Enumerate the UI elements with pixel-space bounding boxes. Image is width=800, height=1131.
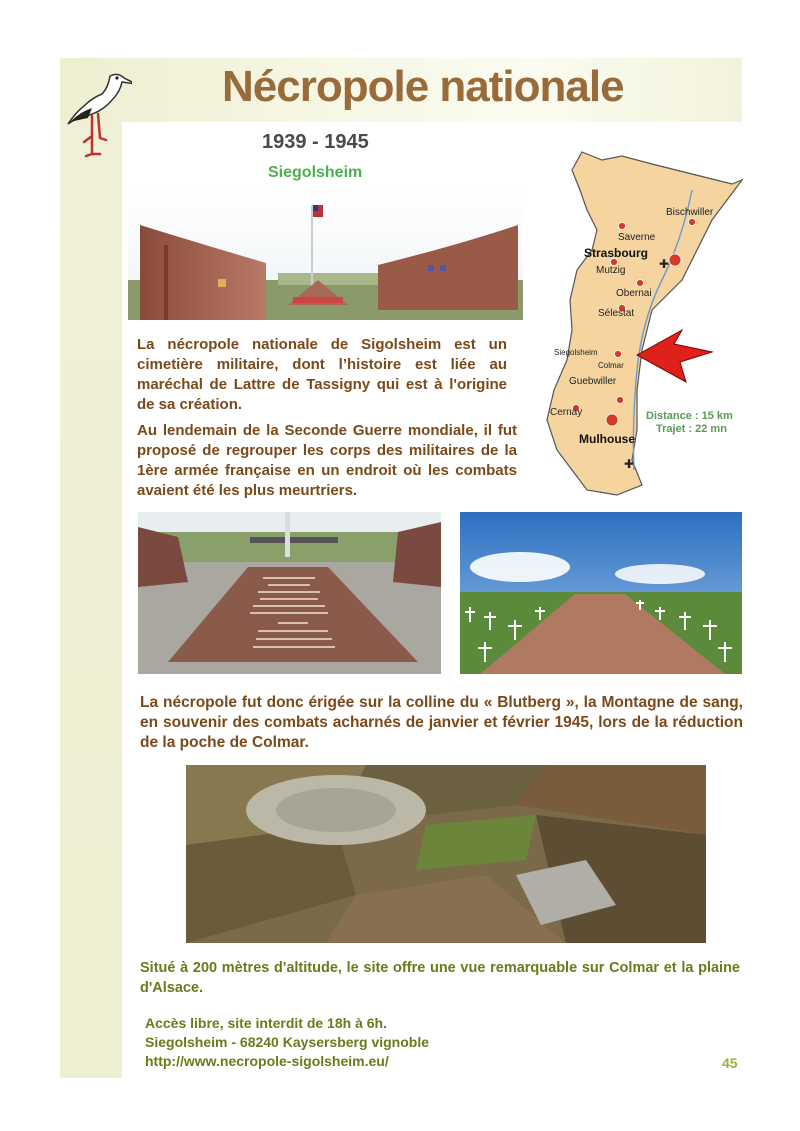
svg-text:✚: ✚ [659, 257, 670, 271]
paragraph-blutberg: La nécropole fut donc érigée sur la colline du « Blutberg », la Montagne de sang, en souvenir des combats acharnés de janvier et février 1945, lors de la réduction de la poche de Colmar. [140, 694, 743, 751]
paragraph-origin: Au lendemain de la Seconde Guerre mondiale, il fut proposé de regrouper les corps des militaires de la 1ère armée française en un endroit où les combats avaient été les plus meurtriers. [137, 422, 517, 499]
map-label-colmar: Colmar [598, 361, 624, 370]
map-label-mulhouse: Mulhouse [579, 432, 635, 446]
map-label-saverne: Saverne [618, 232, 656, 243]
map-label-obernai: Obernai [616, 288, 652, 299]
years-heading: 1939 - 1945 [262, 131, 369, 153]
aerial-photo [186, 765, 706, 943]
page-title: Nécropole nationale [222, 62, 624, 111]
page-number: 45 [722, 1055, 738, 1071]
map-travel-time: Trajet : 22 mn [656, 423, 727, 435]
map-label-siegolsheim: Siegolsheim [554, 348, 598, 357]
opening-hours: Accès libre, site interdit de 18h à 6h. [145, 1015, 387, 1031]
map-label-cernay: Cernay [550, 407, 583, 418]
map-distance: Distance : 15 km [646, 410, 733, 422]
website-link[interactable]: http://www.necropole-sigolsheim.eu/ [145, 1053, 389, 1069]
alsace-map [542, 150, 747, 505]
town-heading: Siegolsheim [268, 164, 363, 181]
memorial-photo [128, 185, 523, 320]
left-margin-panel [60, 122, 122, 1078]
crosses-photo [460, 512, 742, 674]
paragraph-altitude: Situé à 200 mètres d'altitude, le site offre une vue remarquable sur Colmar et la plaine d'Alsace. [140, 960, 740, 996]
map-label-guebwiller: Guebwiller [569, 376, 617, 387]
svg-text:✚: ✚ [624, 457, 635, 471]
map-label-strasbourg: Strasbourg [584, 246, 649, 260]
plaque-photo [138, 512, 441, 674]
stork-logo-icon [62, 62, 132, 162]
map-label-bischwiller: Bischwiller [666, 207, 714, 218]
visitor-info [145, 1014, 429, 1071]
map-label-selestat: Sélestat [598, 308, 635, 319]
address: Siegolsheim - 68240 Kaysersberg vignoble [145, 1034, 430, 1050]
paragraph-history: La nécropole nationale de Sigolsheim est un cimetière militaire, dont l’histoire est liée au maréchal de Lattre de Tassigny qui est à l'origine de sa création. [137, 336, 507, 413]
map-label-mutzig: Mutzig [596, 265, 626, 276]
